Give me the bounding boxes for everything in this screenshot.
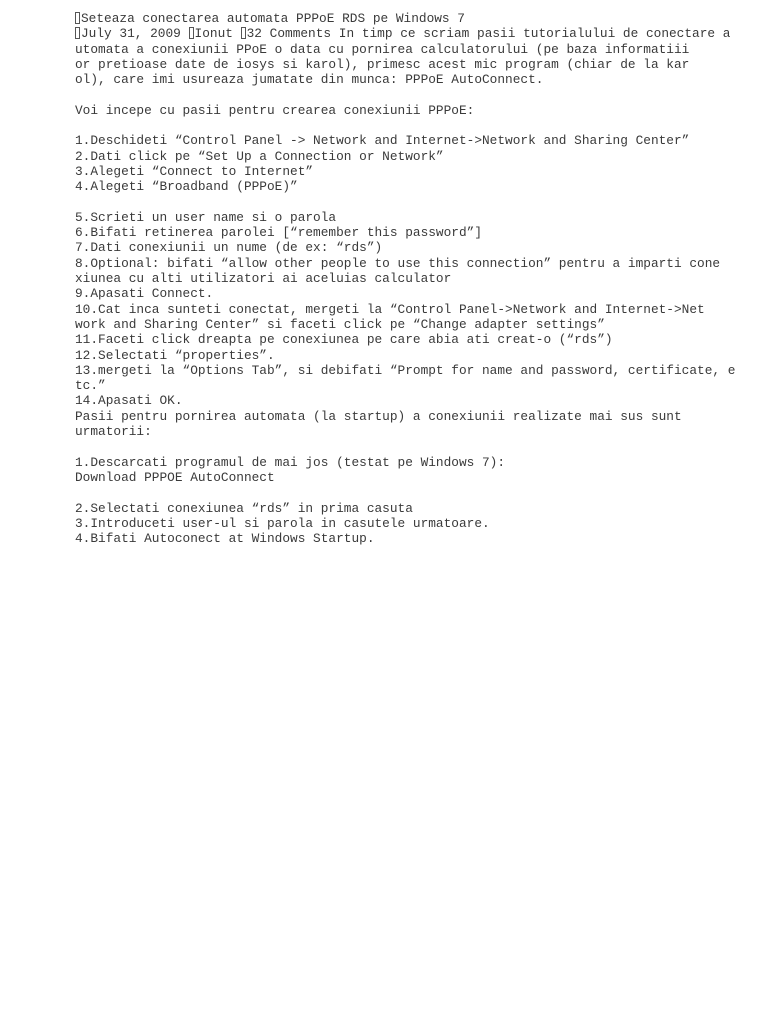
- calendar-glyph-icon: [75, 27, 80, 39]
- step-line: tc.”: [75, 378, 106, 394]
- post-author: Ionut: [194, 26, 233, 42]
- post-comments: 32 Comments: [246, 26, 332, 42]
- step-line: 7.Dati conexiunii un nume (de ex: “rds”): [75, 240, 383, 256]
- intro-line: ol), care imi usureaza jumatate din munca: PPPoE AutoConnect.: [75, 72, 544, 88]
- step-line: 11.Faceti click dreapta pe conexiunea pe care abia ati creat-o (“rds”): [75, 332, 613, 348]
- intro-start: In timp ce scriam pasii tutorialului de conectare a: [331, 26, 731, 42]
- bullet-glyph-icon: [75, 12, 80, 24]
- step-line: 8.Optional: bifati “allow other people to use this connection” pentru a imparti cone: [75, 255, 721, 271]
- step-line: 4.Alegeti “Broadband (PPPoE)”: [75, 179, 298, 195]
- spacer: [75, 87, 725, 102]
- step-line: 13.mergeti la “Options Tab”, si debifati “Prompt for name and password, certificate, e: [75, 362, 736, 378]
- spacer: [75, 439, 725, 454]
- step-line: 10.Cat inca sunteti conectat, mergeti la “Control Panel->Network and Internet->Net: [75, 301, 705, 317]
- step-line: 2.Dati click pe “Set Up a Connection or Network”: [75, 148, 444, 164]
- post-date: July 31, 2009: [81, 26, 181, 42]
- intro-line: utomata a conexiunii PPoE o data cu pornirea calculatorului (pe baza informatiii: [75, 41, 690, 57]
- spacer: [75, 118, 725, 133]
- step-line: 2.Selectati conexiunea “rds” in prima casuta: [75, 500, 413, 516]
- step-line: 12.Selectati “properties”.: [75, 347, 275, 363]
- step-line: 6.Bifati retinerea parolei [“remember this password”]: [75, 225, 483, 241]
- intro-line: or pretioase date de iosys si karol), primesc acest mic program (chiar de la kar: [75, 56, 690, 72]
- document-body: [75, 11, 736, 547]
- meta-line: [75, 26, 731, 42]
- title-line: [75, 11, 725, 26]
- step-line: 3.Introduceti user-ul si parola in casutele urmatoare.: [75, 515, 490, 531]
- step-line: 14.Apasati OK.: [75, 393, 183, 409]
- download-link[interactable]: Download PPPOE AutoConnect: [75, 469, 275, 485]
- comments-glyph-icon: [241, 27, 246, 39]
- spacer: [75, 195, 725, 210]
- step-line: xiunea cu alti utilizatori ai aceluias calculator: [75, 271, 452, 287]
- step-line: 1.Descarcati programul de mai jos (testat pe Windows 7):: [75, 454, 506, 470]
- step-line: 5.Scrieti un user name si o parola: [75, 209, 337, 225]
- step-line: 4.Bifati Autoconect at Windows Startup.: [75, 531, 375, 547]
- step-line: 3.Alegeti “Connect to Internet”: [75, 163, 314, 179]
- step-line: Pasii pentru pornirea automata (la startup) a conexiunii realizate mai sus sunt: [75, 408, 682, 424]
- step-line: 1.Deschideti “Control Panel -> Network and Internet->Network and Sharing Center”: [75, 133, 690, 149]
- step-line: 9.Apasati Connect.: [75, 286, 214, 302]
- section-heading: Voi incepe cu pasii pentru crearea conexiunii PPPoE:: [75, 102, 475, 118]
- author-glyph-icon: [189, 27, 194, 39]
- step-line: urmatorii:: [75, 424, 152, 440]
- post-title: Seteaza conectarea automata PPPoE RDS pe Windows 7: [81, 11, 465, 26]
- spacer: [75, 485, 725, 500]
- step-line: work and Sharing Center” si faceti click pe “Change adapter settings”: [75, 316, 605, 332]
